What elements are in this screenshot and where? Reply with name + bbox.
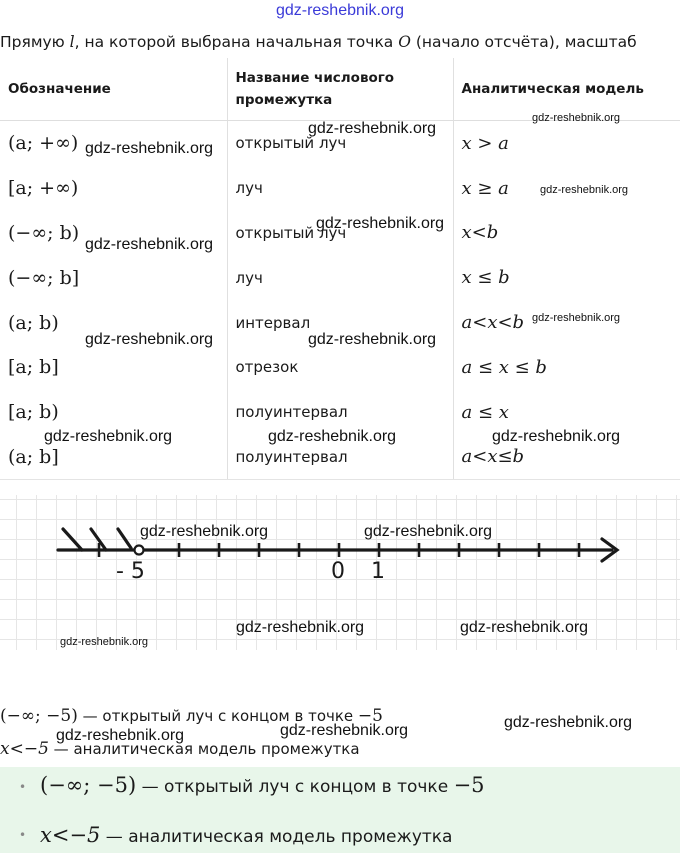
label-zero: 0 xyxy=(331,559,345,584)
header-name: Название числового промежутка xyxy=(227,58,453,121)
model-cell: x ≤ b xyxy=(461,267,510,289)
notation-cell: (−∞; b) xyxy=(0,211,227,256)
watermark-text: gdz-reshebnik.org xyxy=(140,523,269,540)
intro-var-l: l xyxy=(69,33,75,51)
hatch-stroke xyxy=(118,529,131,548)
name-cell: луч xyxy=(227,166,453,211)
label-one: 1 xyxy=(371,559,385,584)
summary-item xyxy=(40,773,485,797)
header-notation: Обозначение xyxy=(0,58,227,121)
watermark-text: gdz-reshebnik.org xyxy=(85,236,214,253)
intro-middle: , на которой выбрана начальная точка xyxy=(74,33,399,51)
intro-before: Прямую xyxy=(0,33,70,51)
notation-cell: (a; b] xyxy=(0,435,227,480)
watermark-text: gdz-reshebnik.org xyxy=(60,636,149,648)
watermark-text: gdz-reshebnik.org xyxy=(364,523,493,540)
summary-text: — открытый луч с концом в точке xyxy=(136,777,454,797)
name-cell: отрезок xyxy=(227,345,453,390)
label-minus-five: - 5 xyxy=(116,559,145,584)
name-cell: полуинтервал xyxy=(227,390,453,435)
intro-var-o: O xyxy=(398,33,411,51)
table-row xyxy=(0,255,680,300)
notation-cell: [a; b) xyxy=(0,390,227,435)
watermark-text: gdz-reshebnik.org xyxy=(532,312,621,324)
model-cell: a ≤ x xyxy=(461,401,509,423)
notation-cell: (a; +∞) xyxy=(0,121,227,166)
model-inequality: x<−5 xyxy=(0,739,49,759)
watermark-text: gdz-reshebnik.org xyxy=(504,714,633,731)
watermark-text: gdz-reshebnik.org xyxy=(492,428,621,445)
ray-text: — открытый луч с концом в точке xyxy=(77,707,358,725)
model-cell: a<x≤b xyxy=(453,435,680,480)
model-cell: x ≥ a xyxy=(461,177,509,199)
model-text: — аналитическая модель промежутка xyxy=(48,740,360,758)
site-watermark-top: gdz-reshebnik.org xyxy=(275,2,405,19)
watermark-text: gdz-reshebnik.org xyxy=(308,331,437,348)
watermark-text: gdz-reshebnik.org xyxy=(268,428,397,445)
table-row xyxy=(0,345,680,390)
name-cell: полуинтервал xyxy=(227,435,453,480)
bullet-icon: • xyxy=(19,780,27,794)
intro-text xyxy=(0,33,637,51)
watermark-text: gdz-reshebnik.org xyxy=(85,331,214,348)
notation-cell: (−∞; b] xyxy=(0,255,227,300)
watermark-text: gdz-reshebnik.org xyxy=(308,120,437,137)
watermark-text: gdz-reshebnik.org xyxy=(85,140,214,157)
name-cell: открытый луч xyxy=(227,121,453,166)
watermark-text: gdz-reshebnik.org xyxy=(316,215,445,232)
header-model: Аналитическая модель xyxy=(453,58,680,121)
watermark-text: gdz-reshebnik.org xyxy=(44,428,173,445)
summary-inequality: x<−5 xyxy=(40,823,101,847)
watermark-text: gdz-reshebnik.org xyxy=(532,112,621,124)
model-cell: a ≤ x ≤ b xyxy=(461,356,547,378)
hatch-stroke xyxy=(63,529,82,550)
model-cell: a<x<b xyxy=(461,312,525,334)
model-cell: x > a xyxy=(461,132,509,154)
watermark-text: gdz-reshebnik.org xyxy=(460,619,589,636)
watermark-text: gdz-reshebnik.org xyxy=(540,184,629,196)
ray-endpoint: −5 xyxy=(357,706,383,726)
summary-model-text: — аналитическая модель промежутка xyxy=(100,827,453,847)
summary-item xyxy=(40,823,452,847)
notation-cell: (a; b) xyxy=(0,300,227,345)
watermark-text: gdz-reshebnik.org xyxy=(56,727,185,744)
bullet-icon: • xyxy=(19,828,27,842)
watermark-text: gdz-reshebnik.org xyxy=(236,619,365,636)
notation-cell: [a; +∞) xyxy=(0,166,227,211)
name-cell: открытый луч xyxy=(227,211,453,256)
name-cell: интервал xyxy=(227,300,453,345)
model-cell: x<b xyxy=(461,222,499,244)
intro-after: (начало отсчёта), масштаб xyxy=(410,33,637,51)
summary-endpoint: −5 xyxy=(453,773,485,797)
notation-cell: [a; b] xyxy=(0,345,227,390)
summary-notation: (−∞; −5) xyxy=(40,773,137,797)
ray-notation: (−∞; −5) xyxy=(0,706,78,726)
watermark-text: gdz-reshebnik.org xyxy=(280,722,409,739)
open-point-marker xyxy=(135,546,144,555)
name-cell: луч xyxy=(227,255,453,300)
